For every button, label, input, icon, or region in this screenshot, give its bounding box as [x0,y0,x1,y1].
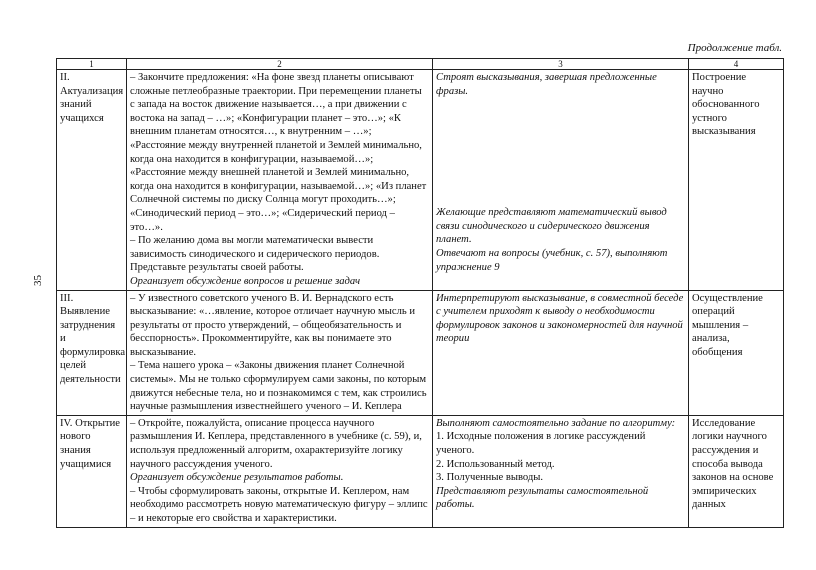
student-paragraph: 3. Полученные выводы. [436,472,544,484]
student-paragraph: Строят высказывания, завершая предложенные фразы. [436,72,657,97]
column-header: 1 [57,59,127,70]
teacher-paragraph: – У известного советского ученого В. И. Вернадского есть высказывание: «…явление, которое отличает научную мысль и результаты от просто утверждений, – общеобязательность и бесспорность». Прокомментируйте, как вы понимаете это высказывание. [130,292,416,358]
stage-cell: IV. Открытие нового знания учащимися [57,415,127,527]
table-row [57,70,784,291]
stage-cell: III. Выявление затруднения и формулировка целей деятельности [57,290,127,415]
teacher-paragraph: – Закончите предложения: «На фоне звезд планеты описывают сложные петлеобразные траектории. При перемещении планеты с запада на восток движение называется…, а при движении с востока на запад – …»; «Конфигурации планет – это…»; «К внешним планетам относятся…, к внутренним – …»; «Расстояние между внутренней планетой и Землей минимально, когда она находится в конфигурации, называемой…»; «Расстояние между внешней планетой и Землей минимально, когда она находится в конфигурации, называемой…»; «Из планет Солнечной системы по диску Солнца могут проходить…»; «Синодический период – это…»; «Сидерический период – это…». [130,72,427,233]
student-activity-cell [433,415,689,527]
page-number: 35 [32,275,44,286]
student-activity-cell [433,290,689,415]
column-header: 4 [689,59,784,70]
student-paragraph: Отвечают на вопросы (учебник, с. 57), выполняют упражнение 9 [436,247,668,273]
result-cell: Построение научно обоснованного устного высказывания [689,70,784,291]
teacher-paragraph: Организует обсуждение результатов работы. [130,472,344,484]
table-row [57,290,784,415]
teacher-activity-cell [127,290,433,415]
student-paragraph: Представляют результаты самостоятельной работы. [436,485,649,511]
student-paragraph: Желающие представляют математический вывод связи синодического и сидерического движения планет. [436,207,667,246]
table-header-row [57,59,784,70]
teacher-activity-cell [127,70,433,291]
teacher-paragraph: – По желанию дома вы могли математически вывести зависимость синодического и сидерического периодов. Представьте результаты своей работы. [130,235,380,274]
teacher-paragraph: – Откройте, пожалуйста, описание процесса научного размышления И. Кеплера, представленного в учебнике (с. 59), и, используя предложенный алгоритм, охарактеризуйте логику научного рассуждения ученого. [130,417,422,470]
student-paragraph: 1. Исходные положения в логике рассуждений ученого. [436,431,646,457]
spacer [436,98,685,206]
result-cell: Осуществление операций мышления – анализа, обобщения [689,290,784,415]
lesson-table [56,58,784,528]
column-header: 2 [127,59,433,70]
teacher-paragraph: Организует обсуждение вопросов и решение задач [130,275,361,287]
teacher-paragraph: – Чтобы сформулировать законы, открытые И. Кеплером, нам необходимо рассмотреть новую математическую фигуру – эллипс – и некоторые его свойства и характеристики. [130,485,428,524]
column-header: 3 [433,59,689,70]
student-activity-cell [433,70,689,291]
teacher-paragraph: – Тема нашего урока – «Законы движения планет Солнечной системы». Мы не только сформулируем сами законы, по которым движутся небесные тела, но и познакомимся с тем, как строились научные размышления известнейшего ученого – И. Кеплера [130,360,427,413]
table-continuation-caption: Продолжение табл. [687,42,782,54]
table-row [57,415,784,527]
stage-cell: II. Актуализация знаний учащихся [57,70,127,291]
student-paragraph: Выполняют самостоятельно задание по алгоритму: [436,417,676,429]
student-paragraph: 2. Использованный метод. [436,458,555,470]
result-cell: Исследование логики научного рассуждения и способа вывода законов на основе эмпирических данных [689,415,784,527]
teacher-activity-cell [127,415,433,527]
student-paragraph: Интерпретируют высказывание, в совместной беседе с учителем приходят к выводу о необходимости формулировок законов и закономерностей для научной теории [436,292,684,345]
